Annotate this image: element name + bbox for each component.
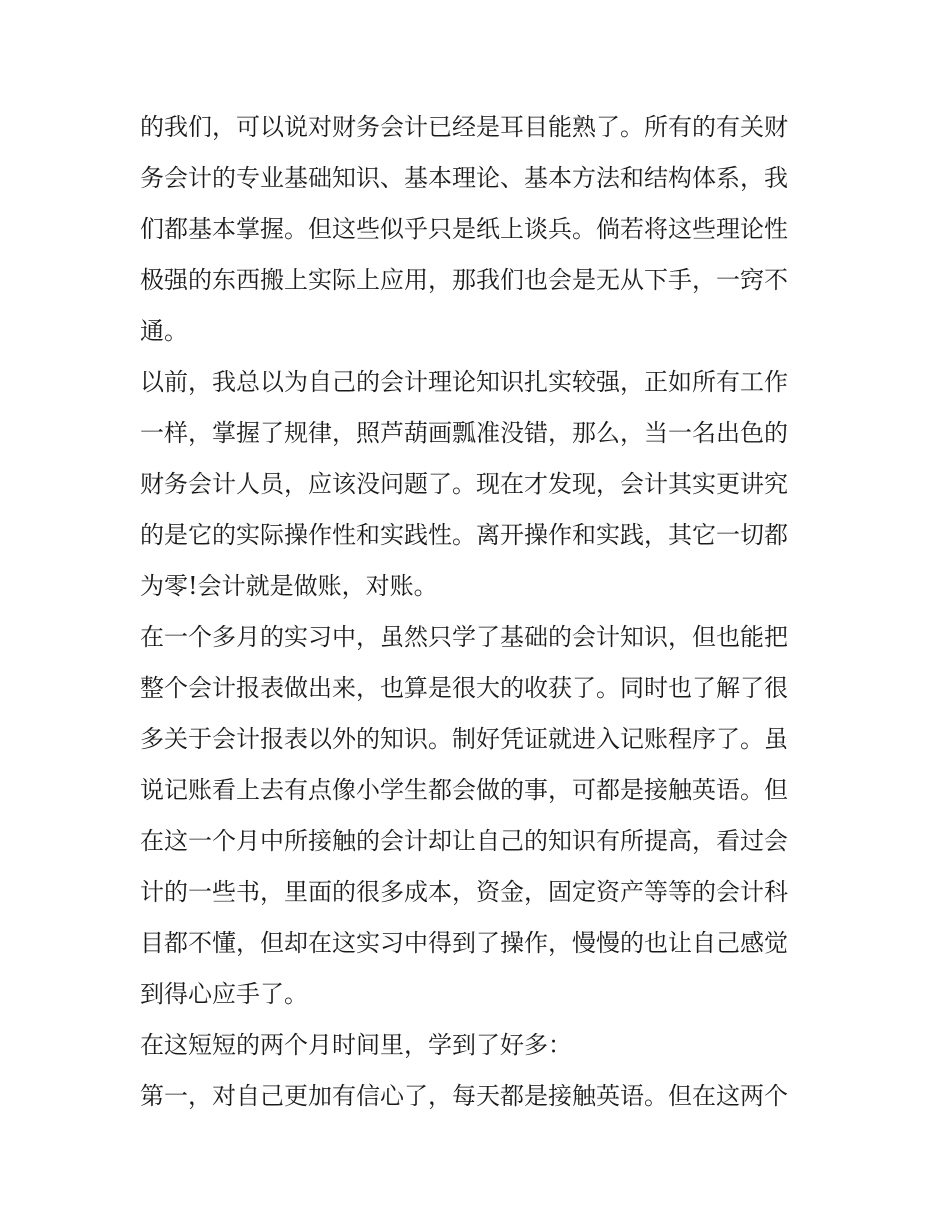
text-line: 的我们，可以说对财务会计已经是耳目能熟了。所有的有关财 xyxy=(140,113,788,141)
text-line: 通。 xyxy=(140,317,188,345)
text-line: 一样，掌握了规律，照芦葫画瓢准没错，那么，当一名出色的 xyxy=(140,419,788,447)
text-line: 在这一个月中所接触的会计却让自己的知识有所提高，看过会 xyxy=(140,827,788,855)
text-line: 的是它的实际操作性和实践性。离开操作和实践，其它一切都 xyxy=(140,521,788,549)
text-line: 极强的东西搬上实际上应用，那我们也会是无从下手，一窍不 xyxy=(140,266,788,294)
text-line: 多关于会计报表以外的知识。制好凭证就进入记账程序了。虽 xyxy=(140,725,788,753)
text-line: 在这短短的两个月时间里，学到了好多： xyxy=(140,1031,572,1059)
text-line: 说记账看上去有点像小学生都会做的事，可都是接触英语。但 xyxy=(140,776,788,804)
body-text xyxy=(140,102,820,1122)
text-line: 第一，对自己更加有信心了，每天都是接触英语。但在这两个 xyxy=(140,1082,788,1110)
text-line: 计的一些书，里面的很多成本，资金，固定资产等等的会计科 xyxy=(140,878,788,906)
text-line: 到得心应手了。 xyxy=(140,980,308,1008)
text-line: 目都不懂，但却在这实习中得到了操作，慢慢的也让自己感觉 xyxy=(140,929,788,957)
text-line: 整个会计报表做出来，也算是很大的收获了。同时也了解了很 xyxy=(140,674,788,702)
text-line: 务会计的专业基础知识、基本理论、基本方法和结构体系，我 xyxy=(140,164,788,192)
text-line: 在一个多月的实习中，虽然只学了基础的会计知识，但也能把 xyxy=(140,623,788,651)
text-line: 们都基本掌握。但这些似乎只是纸上谈兵。倘若将这些理论性 xyxy=(140,215,788,243)
text-line: 为零!会计就是做账，对账。 xyxy=(140,572,438,600)
text-line: 以前，我总以为自己的会计理论知识扎实较强，正如所有工作 xyxy=(140,368,788,396)
text-line: 财务会计人员，应该没问题了。现在才发现，会计其实更讲究 xyxy=(140,470,788,498)
